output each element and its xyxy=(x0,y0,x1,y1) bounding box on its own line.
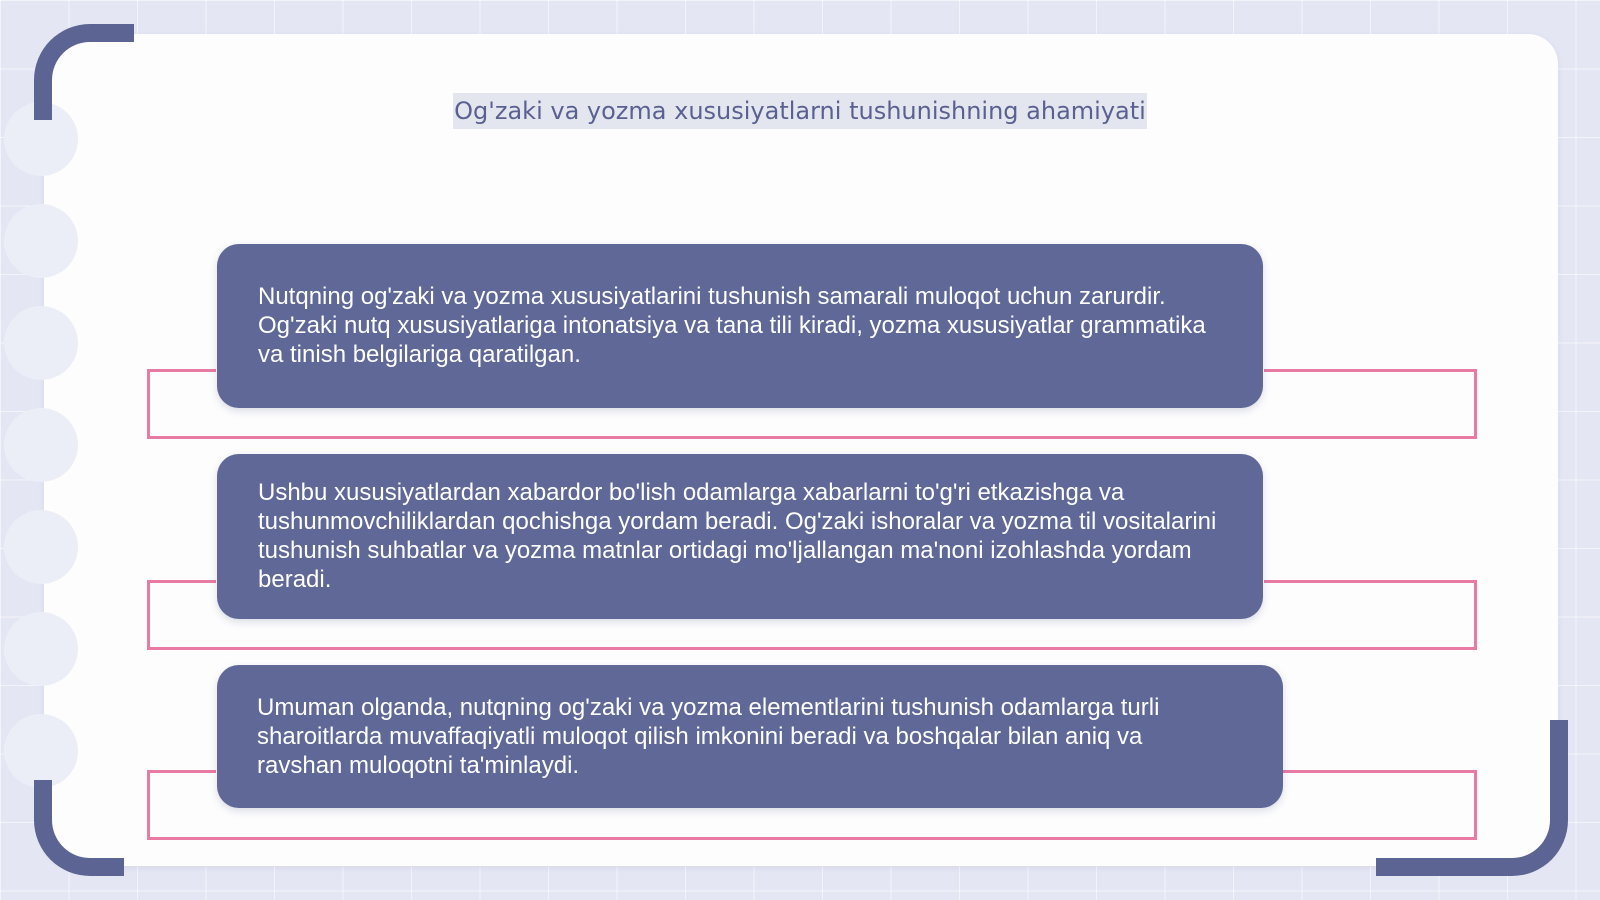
slide-title: Og'zaki va yozma xususiyatlarni tushunishning ahamiyati xyxy=(453,93,1147,129)
slide-title-wrap xyxy=(0,93,1600,129)
scallop-edge xyxy=(4,408,78,482)
corner-bracket-bottom-left xyxy=(34,780,124,876)
content-text-1: Nutqning og'zaki va yozma xususiyatlarini tushunish samarali muloqot uchun zarurdir. Og'zaki nutq xususiyatlariga intonatsiya va tana tili kiradi, yozma xususiyatlar grammatika va tinish belgilariga qaratilgan. xyxy=(258,283,1206,368)
content-box-2 xyxy=(217,454,1263,619)
scallop-edge xyxy=(4,714,78,788)
scallop-edge xyxy=(4,612,78,686)
content-box-3 xyxy=(217,665,1283,808)
content-text-2: Ushbu xususiyatlardan xabardor bo'lish odamlarga xabarlarni to'g'ri etkazishga va tushunmovchiliklardan qochishga yordam beradi. Og'zaki ishoralar va yozma til vositalarini tushunish suhbatlar va yozma matnlar ortidagi mo'ljallangan ma'noni izohlashda yordam beradi. xyxy=(258,479,1217,593)
content-box-1 xyxy=(217,244,1263,408)
scallop-edge xyxy=(4,204,78,278)
scallop-edge xyxy=(4,510,78,584)
content-text-3: Umuman olganda, nutqning og'zaki va yozma elementlarini tushunish odamlarga turli sharoitlarda muvaffaqiyatli muloqot qilish imkonini beradi va boshqalar bilan aniq va ravshan muloqotni ta'minlaydi. xyxy=(257,694,1160,779)
scallop-edge xyxy=(4,306,78,380)
